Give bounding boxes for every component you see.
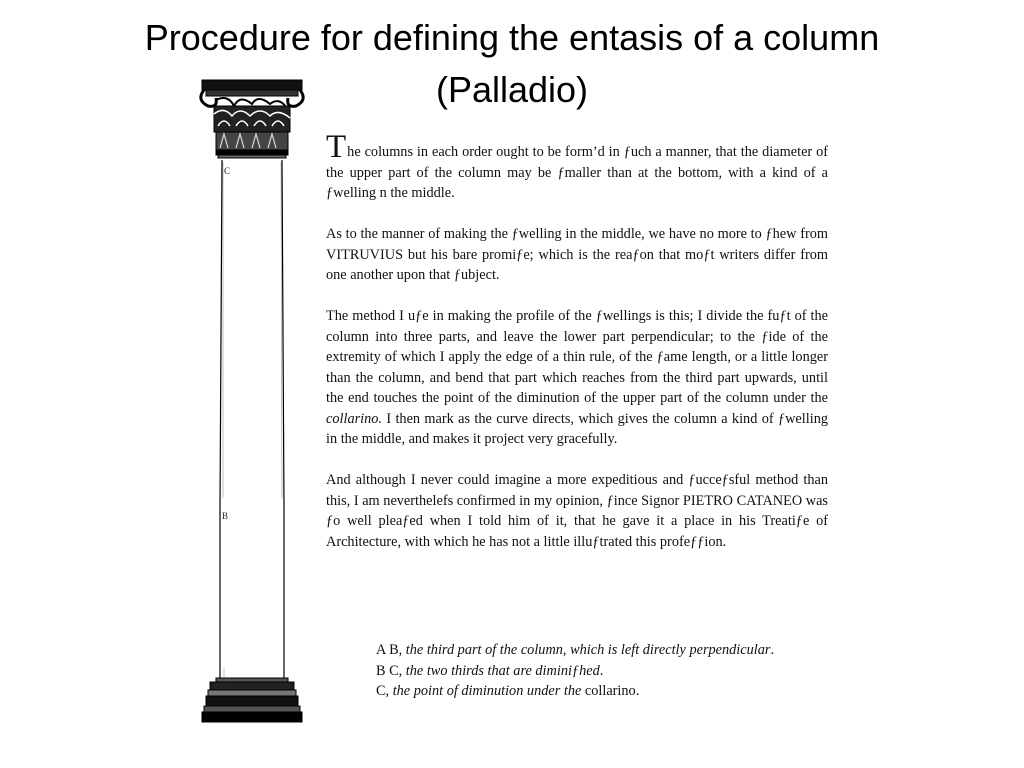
caption-c-key: C, xyxy=(376,683,393,699)
caption-line-ab xyxy=(376,640,828,661)
caption-ab-end: . xyxy=(770,642,775,658)
paragraph-1-text: he columns in each order ought to be form’d in ƒuch a manner, that the diameter of the upper part of the column may be ƒmaller than at the bottom, with a kind of a ƒwelling n the middle. xyxy=(326,144,828,201)
caption-line-c xyxy=(376,681,828,702)
corinthian-column-illustration xyxy=(196,78,308,726)
paragraph-1 xyxy=(326,129,828,204)
title-line-1: Procedure for defining the entasis of a column xyxy=(144,17,880,58)
caption-bc-key: B C, xyxy=(376,662,406,679)
paragraph-3-text-a: The method I uƒe in making the profile of the ƒwellings is this; I divide the fuƒt of the column into three parts, and leave the lower part perpendicular; to the ƒide of the extremity of which I apply the edge of a thin rule, of the ƒame length, or a little longer than the column, and bend that part which reaches from the third part upwards, until the end touches the point of the diminution of the upper part of the column under the xyxy=(326,308,828,406)
point-a-label: A xyxy=(222,680,229,690)
column-base xyxy=(202,678,302,722)
column-capital xyxy=(201,80,303,158)
caption-ab-text: the third part of the column, which is left directly perpendicular xyxy=(405,642,771,658)
drop-cap: T xyxy=(326,129,347,165)
figure-caption xyxy=(376,640,828,702)
title-line-2: (Palladio) xyxy=(435,69,589,110)
point-b-label: B xyxy=(222,511,229,521)
column-shaft xyxy=(220,160,284,678)
paragraph-3 xyxy=(326,306,828,450)
caption-c-end: collarino. xyxy=(581,683,640,699)
point-c-label: C xyxy=(224,166,231,176)
collarino-term: collarino. xyxy=(326,410,382,427)
paragraph-4: And although I never could imagine a more expeditious and ƒucceƒsful method than this, I am neverthelefs confirmed in my opinion, ƒince Signor PIETRO CATANEO was ƒo well pleaƒed when I told him of it, that he gave it a place in his Treatiƒe of Architecture, with which he has not a little illuƒtrated this profeƒƒion. xyxy=(326,472,828,550)
caption-line-bc xyxy=(376,661,828,682)
paragraph-2: As to the manner of making the ƒwelling in the middle, we have no more to ƒhew from VITRUVIUS but his bare promiƒe; which is the reaƒon that moƒt writers differ from one another upon that ƒubject. xyxy=(326,226,828,283)
palladio-text xyxy=(326,129,828,573)
slide-title xyxy=(0,12,1024,116)
caption-ab-key: A B, xyxy=(376,642,406,658)
caption-bc-end: . xyxy=(599,662,604,679)
caption-c-text: the point of diminution under the xyxy=(392,683,582,699)
paragraph-3-text-b: I then mark as the curve directs, which gives the column a kind of ƒwelling in the middle, and makes it project very gracefully. xyxy=(326,410,828,447)
caption-bc-text: the two thirds that are diminiƒhed xyxy=(405,662,600,679)
